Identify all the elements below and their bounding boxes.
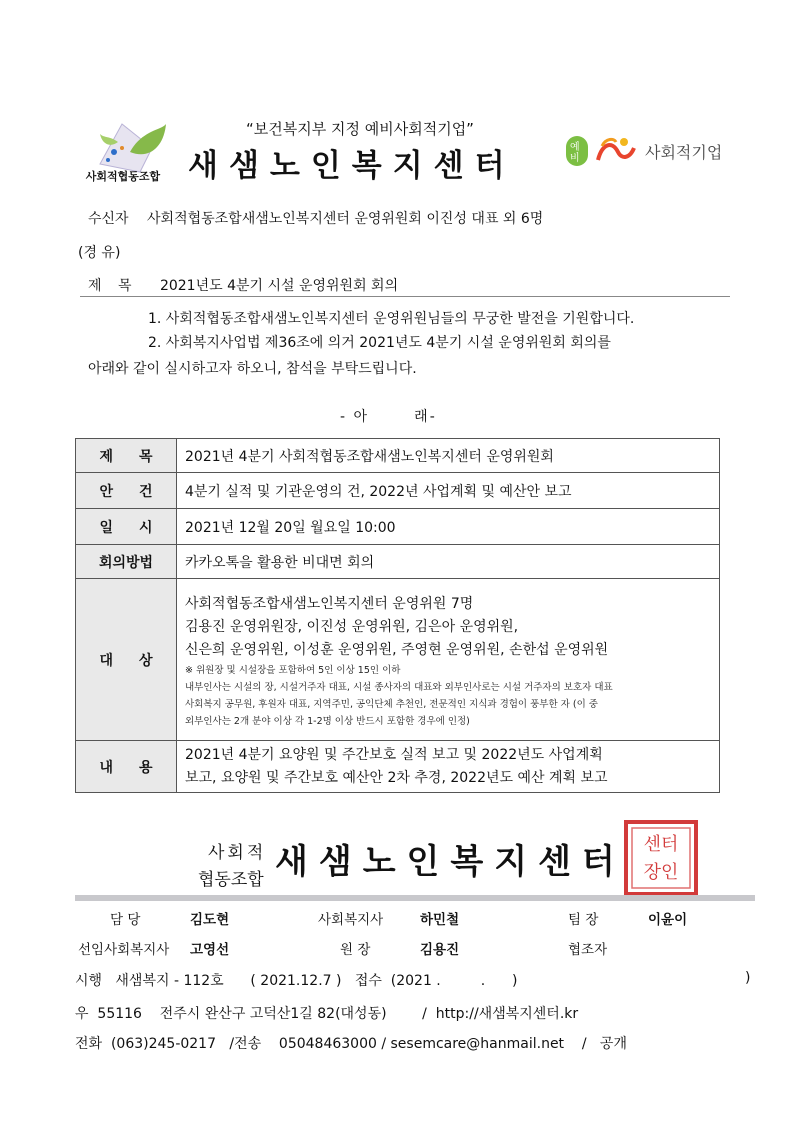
logo-left-label: 사회적협동조합 <box>85 170 161 183</box>
signature-name: 이윤이 <box>648 912 688 928</box>
phone-line: 전화 (063)245-0217 /전송 05048463000 / sesemcare@hanmail.net / 공개 <box>75 1036 627 1052</box>
subject-label: 제 목 <box>88 278 138 294</box>
paragraph-2-continued: 아래와 같이 실시하고자 하오니, 참석을 부탁드립니다. <box>88 361 417 377</box>
recipient-row <box>88 208 543 228</box>
signature-role: 원 장 <box>340 942 371 958</box>
row-value: 2021년 4분기 사회적협동조합새샘노인복지센터 운영위원회 <box>177 439 720 473</box>
footer-divider-band <box>75 895 755 901</box>
signature-role: 선임사회복지사 <box>78 942 170 958</box>
signature-role: 협조자 <box>568 942 608 958</box>
recipient-value: 사회적협동조합새샘노인복지센터 운영위원회 이진성 대표 외 6명 <box>147 211 544 227</box>
footer-label-bottom: 협동조합 <box>198 870 264 890</box>
signature-name: 김도현 <box>190 912 230 928</box>
footer-label-top: 사회적 <box>208 843 267 863</box>
execution-line: 시행 새샘복지 - 112호 ( 2021.12.7 ) 접수 (2021 . . ) <box>75 973 518 989</box>
table-row <box>76 509 720 545</box>
below-heading: - 아 래- <box>340 409 437 425</box>
paragraph-1: 1. 사회적협동조합새샘노인복지센터 운영위원님들의 무궁한 발전을 기원합니다. <box>148 311 635 327</box>
content-line: 보고, 요양원 및 주간보호 예산안 2차 추경, 2022년도 예산 계획 보고 <box>185 769 608 786</box>
table-row <box>76 741 720 793</box>
content-line: 2021년 4분기 요양원 및 주간보호 실적 보고 및 2022년도 사업계획 <box>185 746 603 763</box>
tagline: “보건복지부 지정 예비사회적기업” <box>246 120 474 138</box>
target-line: 사회적협동조합새샘노인복지센터 운영위원 7명 <box>185 596 474 612</box>
signature-role: 담 당 <box>110 912 141 928</box>
row-label: 안건 <box>76 473 177 509</box>
target-note: 내부인사는 시설의 장, 시설거주자 대표, 시설 종사자의 대표와 외부인사로는 시설 거주자의 보호자 대표 <box>185 682 613 693</box>
logo-right-label: 사회적기업 <box>645 143 723 162</box>
target-note: 외부인사는 2개 분야 이상 각 1-2명 이상 반드시 포함한 경우에 인정) <box>185 716 470 727</box>
recipient-label: 수신자 <box>88 211 129 227</box>
execution-line-close: ) <box>745 970 751 986</box>
subject-divider <box>80 296 730 297</box>
table-row <box>76 545 720 579</box>
official-seal-icon <box>622 818 700 898</box>
meeting-info-table <box>75 438 720 793</box>
row-value: 카카오톡을 활용한 비대면 회의 <box>177 545 720 579</box>
seal-text-bottom: 장인 <box>643 862 679 883</box>
paragraph-2: 2. 사회복지사업법 제36조에 의거 2021년도 4분기 시설 운영위원회 회의를 <box>148 335 611 351</box>
signature-name: 김용진 <box>420 942 460 958</box>
footer-center-name: 새샘노인복지센터 <box>275 842 626 882</box>
target-cell <box>177 579 720 741</box>
subject-row <box>88 275 398 295</box>
seal-text-top: 센터 <box>643 834 679 855</box>
logo-right-small-label: 예비 <box>570 142 580 164</box>
subject-value: 2021년도 4분기 시설 운영위원회 회의 <box>159 278 399 294</box>
target-note: 사회복지 공무원, 후원자 대표, 지역주민, 공익단체 추천인, 전문적인 지식과 경험이 풍부한 자 (이 중 <box>185 699 598 710</box>
route-label: (경 유) <box>78 245 121 261</box>
row-label: 일시 <box>76 509 177 545</box>
content-cell <box>177 741 720 793</box>
center-name-title: 새샘노인복지센터 <box>188 148 516 184</box>
row-label: 회의방법 <box>76 545 177 579</box>
signature-name: 고영선 <box>190 942 230 958</box>
signature-name: 하민철 <box>420 912 460 928</box>
table-row <box>76 473 720 509</box>
target-line: 신은희 운영위원, 이성훈 운영위원, 주영현 운영위원, 손한섭 운영위원 <box>185 642 609 658</box>
row-label: 제목 <box>76 439 177 473</box>
address-line: 우 55116 전주시 완산구 고덕산1길 82(대성동) / http://새샘복지센터.kr <box>75 1006 579 1022</box>
signature-role: 팀 장 <box>568 912 599 928</box>
row-value: 2021년 12월 20일 월요일 10:00 <box>177 509 720 545</box>
row-label: 대상 <box>76 579 177 741</box>
target-note: ※ 위원장 및 시설장을 포함하여 5인 이상 15인 이하 <box>185 665 401 676</box>
signature-role: 사회복지사 <box>318 912 384 928</box>
route-row <box>78 242 120 262</box>
table-row <box>76 579 720 741</box>
target-line: 김용진 운영위원장, 이진성 운영위원, 김은아 운영위원, <box>185 619 519 635</box>
table-row <box>76 439 720 473</box>
row-value: 4분기 실적 및 기관운영의 건, 2022년 사업계획 및 예산안 보고 <box>177 473 720 509</box>
row-label: 내용 <box>76 741 177 793</box>
